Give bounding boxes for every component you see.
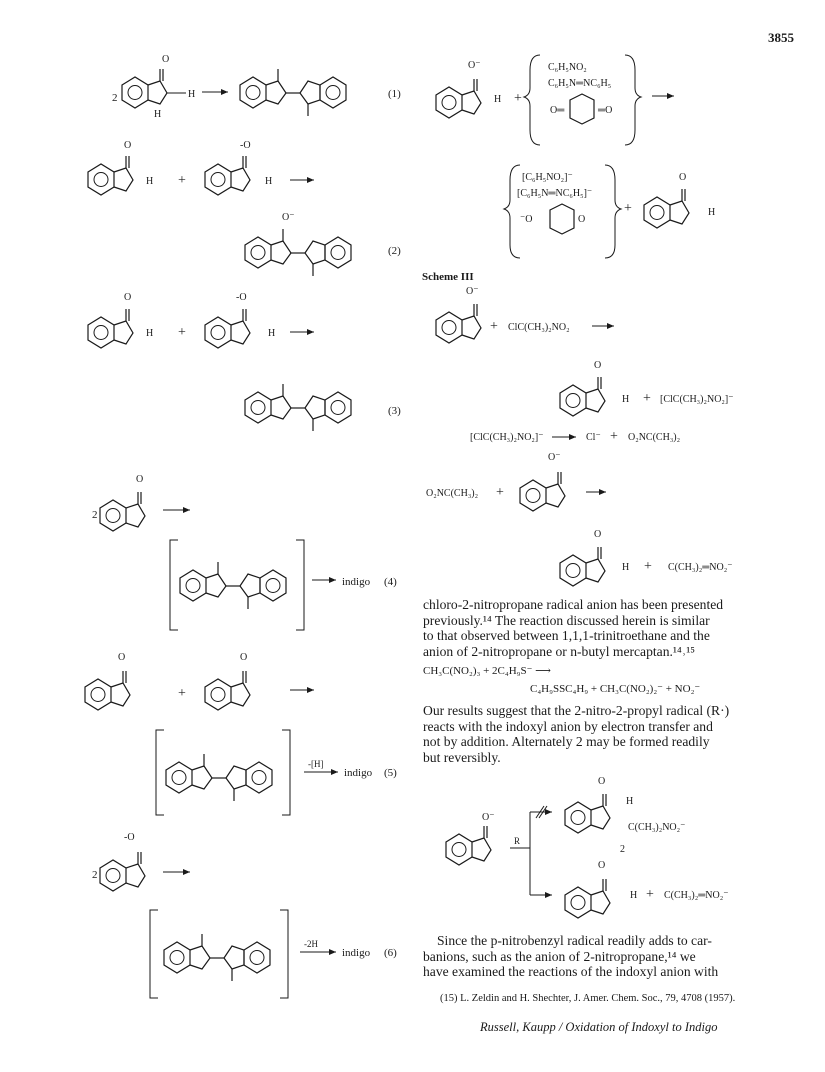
eq1-number: (1) (388, 88, 401, 100)
footnote: (15) L. Zeldin and H. Shechter, J. Amer. Chem. Soc., 79, 4708 (1957). (440, 993, 736, 1004)
eq2-product (245, 229, 351, 276)
svg-text:+: + (643, 391, 651, 406)
reaction-line-1: CH₃C(NO₂)₃ + 2C₄H₉S⁻ ⟶ (423, 665, 551, 677)
svg-text:═O: ═O (598, 105, 613, 116)
eq3-reactant-a (88, 309, 133, 348)
azobenzene-anion: [C₆H₅N═NC₆H₅]⁻ (517, 188, 593, 199)
svg-text:O: O (240, 652, 248, 663)
eq5-reactant-a (85, 671, 130, 710)
svg-text:H: H (146, 176, 154, 187)
svg-text:H: H (622, 562, 630, 573)
svg-text:indigo: indigo (342, 947, 371, 959)
svg-text:O₂NC(CH₃)₂: O₂NC(CH₃)₂ (426, 488, 479, 499)
radical-anion-1: [ClC(CH₃)₂NO₂]⁻ (660, 394, 734, 405)
indigo-label: indigo (342, 576, 371, 588)
svg-text:C(CH₃)₂═NO₂⁻: C(CH₃)₂═NO₂⁻ (668, 562, 733, 573)
chloronitropropane: ClC(CH₃)₂NO₂ (508, 322, 570, 333)
compound-2 (565, 794, 610, 833)
svg-text:-O: -O (236, 292, 247, 303)
quinone (550, 94, 612, 124)
svg-text:O⁻: O⁻ (548, 452, 561, 463)
compound-2-label: 2 (620, 844, 625, 855)
svg-text:O: O (124, 140, 132, 151)
indoxyl-anion-branch (446, 826, 491, 865)
reaction-line-2: C₄H₉SSC₄H₉ + CH₃C(NO₂)₂⁻ + NO₂⁻ (530, 683, 701, 695)
paragraph-1: chloro-2-nitropropane radical anion has been presented previously.¹⁴ The reaction discussed herein is similar to that observed between 1,1,1-trinitroethane and the anion of 2-nitropropane or n-butyl mercaptan.¹⁴˒¹⁵ (423, 597, 724, 659)
semiquinone (520, 204, 585, 234)
svg-text:+: + (178, 173, 186, 188)
indoxyl-anion-s3b (520, 472, 565, 511)
svg-text:O: O (162, 54, 170, 65)
svg-text:O: O (578, 214, 586, 225)
svg-text:O: O (598, 860, 606, 871)
svg-text:H: H (188, 89, 196, 100)
svg-text:[ClC(CH₃)₂NO₂]⁻: [ClC(CH₃)₂NO₂]⁻ (470, 432, 544, 443)
eq3-number: (3) (388, 405, 401, 417)
indoxyl-radical (644, 189, 689, 228)
eq5-reactant-b (205, 671, 250, 710)
svg-text:O═: O═ (550, 105, 565, 116)
svg-text:indigo: indigo (344, 767, 373, 779)
svg-text:O: O (124, 292, 132, 303)
svg-text:O: O (594, 360, 602, 371)
eq4-intermediate (180, 562, 286, 609)
svg-text:+: + (496, 485, 504, 500)
svg-text:O⁻: O⁻ (466, 286, 479, 297)
svg-text:O₂NC(CH₃)₂: O₂NC(CH₃)₂ (628, 432, 681, 443)
svg-text:O: O (679, 172, 687, 183)
svg-text:H: H (494, 94, 502, 105)
svg-text:H: H (708, 207, 716, 218)
indoxyl-anion-top (436, 79, 481, 118)
svg-text:-O: -O (240, 140, 251, 151)
svg-text:2: 2 (92, 509, 98, 521)
indoxyl-radical-s3 (560, 377, 605, 416)
eq2-number: (2) (388, 245, 401, 257)
svg-text:H: H (154, 109, 162, 120)
minus-h-label: -[H] (308, 759, 324, 769)
indoxyl-radical-branch (565, 879, 610, 918)
nitrobenzene-anion: [C₆H₅NO₂]⁻ (522, 172, 573, 183)
svg-text:C(CH₃)₂═NO₂⁻: C(CH₃)₂═NO₂⁻ (664, 890, 729, 901)
eq1-reactant (122, 69, 167, 108)
page-number: 3855 (768, 30, 794, 45)
svg-text:O: O (594, 529, 602, 540)
r-label: R (514, 836, 521, 846)
svg-text:C(CH₃)₂NO₂⁻: C(CH₃)₂NO₂⁻ (628, 822, 686, 833)
scheme-3-label: Scheme III (422, 271, 474, 283)
nitrobenzene: C₆H₅NO₂ (548, 62, 587, 73)
eq6-number: (6) (384, 947, 397, 959)
svg-text:H: H (622, 394, 630, 405)
eq6-intermediate (164, 934, 270, 981)
svg-text:O⁻: O⁻ (468, 60, 481, 71)
svg-text:H: H (626, 796, 634, 807)
paragraph-2: Our results suggest that the 2-nitro-2-propyl radical (R·) reacts with the indoxyl anion by electron transfer and not by addition. Alternately 2 may be formed readily but reversibly. (423, 703, 730, 765)
svg-text:+: + (490, 319, 498, 334)
eq4-reactant (100, 492, 145, 531)
svg-text:+: + (178, 325, 186, 340)
svg-text:Cl⁻: Cl⁻ (586, 432, 601, 443)
paragraph-3: Since the p-nitrobenzyl radical readily adds to car- banions, such as the anion of 2-nitropropane,¹⁴ we have examined the reactions of the indoxyl anion with (423, 933, 719, 980)
eq3-reactant-b (205, 309, 250, 348)
svg-text:H: H (268, 328, 276, 339)
svg-text:-O: -O (124, 832, 135, 843)
svg-text:+: + (646, 887, 654, 902)
running-footer: Russell, Kaupp / Oxidation of Indoxyl to Indigo (480, 1020, 718, 1034)
svg-text:+: + (624, 201, 632, 216)
eq2-reactant-b (205, 156, 250, 195)
svg-text:O: O (598, 776, 606, 787)
eq3-product (245, 384, 351, 431)
indoxyl-anion-s3 (436, 304, 481, 343)
svg-text:O⁻: O⁻ (482, 812, 495, 823)
svg-text:⁻O: ⁻O (520, 214, 533, 225)
eq1-product (240, 69, 346, 116)
eq5-number: (5) (384, 767, 397, 779)
minus-2h-label: -2H (304, 939, 318, 949)
svg-text:+: + (610, 429, 618, 444)
svg-text:+: + (644, 559, 652, 574)
svg-text:+: + (178, 686, 186, 701)
indoxyl-radical-s3b (560, 547, 605, 586)
svg-text:O: O (118, 652, 126, 663)
eq6-reactant (100, 852, 145, 891)
svg-text:H: H (146, 328, 154, 339)
svg-text:H: H (265, 176, 273, 187)
svg-text:O⁻: O⁻ (282, 212, 295, 223)
eq5-intermediate (166, 754, 272, 801)
azobenzene: C₆H₅N═NC₆H₅ (548, 78, 612, 89)
eq4-number: (4) (384, 576, 397, 588)
eq2-reactant-a (88, 156, 133, 195)
svg-text:2: 2 (92, 869, 98, 881)
svg-text:O: O (136, 474, 144, 485)
svg-text:H: H (630, 890, 638, 901)
svg-text:+: + (514, 91, 522, 106)
coef: 2 (112, 92, 118, 104)
